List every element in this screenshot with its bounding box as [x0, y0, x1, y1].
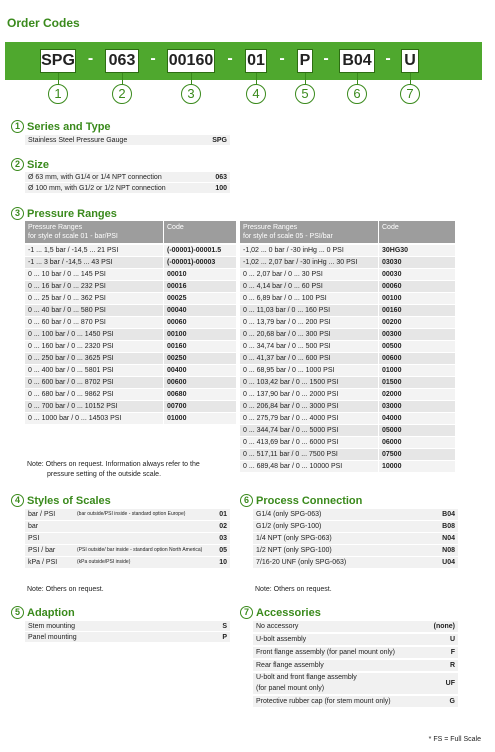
option-label: No accessory: [256, 623, 299, 630]
section-title: Process Connection: [256, 495, 363, 507]
option-code: 100: [215, 185, 227, 192]
option-row: [25, 135, 230, 146]
section-heading-s1: [11, 120, 111, 133]
option-code: 02: [219, 523, 227, 530]
option-row: [253, 521, 458, 533]
range-code: 00060: [164, 317, 236, 329]
option-row: [25, 621, 230, 632]
range-cell: 0 ... 344,74 bar / 0 ... 5000 PSI: [240, 425, 378, 437]
option-row: [253, 533, 458, 545]
section-title: Adaption: [27, 607, 75, 619]
range-cell: -1 ... 3 bar / -14,5 ... 43 PSI: [25, 257, 163, 269]
table-header-code2: [379, 221, 455, 243]
header-code: Code: [167, 224, 184, 231]
code-part-1: SPG: [40, 49, 76, 73]
range-code: 00300: [379, 329, 455, 341]
range-cell: 0 ... 13,79 bar / 0 ... 200 PSI: [240, 317, 378, 329]
code-part-6: B04: [339, 49, 375, 73]
option-label: 7/16-20 UNF (only SPG-063): [256, 559, 347, 566]
option-label: bar / PSI: [28, 511, 56, 518]
option-row: [253, 696, 458, 708]
range-code: 02000: [379, 389, 455, 401]
option-row: [25, 533, 230, 545]
option-code: P: [222, 634, 227, 641]
option-label: Protective rubber cap (for stem mount only): [256, 698, 391, 705]
range-code: 06000: [379, 437, 455, 449]
range-cell: 0 ... 2,07 bar / 0 ... 30 PSI: [240, 269, 378, 281]
range-cell: 0 ... 4,14 bar / 0 ... 60 PSI: [240, 281, 378, 293]
option-code: UF: [445, 680, 455, 687]
code-part-3: 00160: [167, 49, 215, 73]
section-title: Pressure Ranges: [27, 208, 117, 220]
range-cell: 0 ... 600 bar / 0 ... 8702 PSI: [25, 377, 163, 389]
range-cell: 0 ... 11,03 bar / 0 ... 160 PSI: [240, 305, 378, 317]
range-cell: 0 ... 137,90 bar / 0 ... 2000 PSI: [240, 389, 378, 401]
section-number: 2: [11, 158, 24, 171]
table-header-code: [164, 221, 236, 243]
header-sublabel: for style of scale 05 - PSI/bar: [243, 233, 333, 240]
range-code: 00200: [379, 317, 455, 329]
section-heading-s3: [11, 207, 117, 220]
range-code: 00010: [164, 269, 236, 281]
option-label: Ø 100 mm, with G1/2 or 1/2 NPT connection: [28, 185, 166, 192]
option-label: Panel mounting: [28, 634, 77, 641]
range-code: 01500: [379, 377, 455, 389]
range-cell: 0 ... 400 bar / 0 ... 5801 PSI: [25, 365, 163, 377]
option-code: B04: [442, 511, 455, 518]
range-cell: 0 ... 10 bar / 0 ... 145 PSI: [25, 269, 163, 281]
option-label: G1/4 (only SPG-063): [256, 511, 322, 518]
option-row: [253, 509, 458, 521]
table-header-left: [25, 221, 163, 243]
range-code: 00060: [379, 281, 455, 293]
option-code: R: [449, 662, 455, 669]
range-cell: 0 ... 20,68 bar / 0 ... 300 PSI: [240, 329, 378, 341]
option-code: U04: [442, 559, 455, 566]
range-cell: -1,02 ... 2,07 bar / -30 inHg ... 30 PSI: [240, 257, 378, 269]
section-title: Styles of Scales: [27, 495, 111, 507]
range-code: 00040: [164, 305, 236, 317]
code-marker-5: 5: [295, 84, 315, 104]
section-number: 6: [240, 494, 253, 507]
option-row: [25, 172, 230, 183]
range-code: 00025: [164, 293, 236, 305]
range-cell: 0 ... 103,42 bar / 0 ... 1500 PSI: [240, 377, 378, 389]
option-row: [253, 621, 458, 633]
option-code: G: [449, 698, 455, 705]
section-number: 3: [11, 207, 24, 220]
section-number: 4: [11, 494, 24, 507]
option-label: G1/2 (only SPG-100): [256, 523, 322, 530]
option-label: bar: [28, 523, 39, 530]
range-cell: 0 ... 100 bar / 0 ... 1450 PSI: [25, 329, 163, 341]
code-part-4: 01: [245, 49, 267, 73]
option-label: kPa / PSI: [28, 559, 58, 566]
range-code: 00016: [164, 281, 236, 293]
table-header-right: [240, 221, 378, 243]
range-cell: 0 ... 40 bar / 0 ... 580 PSI: [25, 305, 163, 317]
header-sublabel: for style of scale 01 - bar/PSI: [28, 233, 118, 240]
code-part-5: P: [297, 49, 313, 73]
section-heading-s6: [240, 494, 362, 507]
header-label: Pressure Ranges: [28, 224, 83, 231]
option-note: (bar outside/PSI inside - standard option Europe): [77, 511, 186, 517]
code-dash: -: [227, 50, 233, 67]
option-label: 1/2 NPT (only SPG-100): [256, 547, 332, 554]
section-heading-s5: [11, 606, 75, 619]
option-label: 1/4 NPT (only SPG-063): [256, 535, 332, 542]
option-code: 05: [219, 547, 227, 554]
range-cell: 0 ... 60 bar / 0 ... 870 PSI: [25, 317, 163, 329]
option-code: S: [222, 623, 227, 630]
option-code: 10: [219, 559, 227, 566]
range-code: 01000: [164, 413, 236, 425]
section-number: 1: [11, 120, 24, 133]
range-code: 00160: [164, 341, 236, 353]
option-code: F: [450, 649, 455, 656]
range-cell: -1 ... 1,5 bar / -14,5 ... 21 PSI: [25, 245, 163, 257]
range-code: 30HG30: [379, 245, 455, 257]
option-code: 063: [215, 174, 227, 181]
range-cell: 0 ... 206,84 bar / 0 ... 3000 PSI: [240, 401, 378, 413]
range-cell: 0 ... 16 bar / 0 ... 232 PSI: [25, 281, 163, 293]
section-number: 5: [11, 606, 24, 619]
range-code: (-00001)-00001.5: [164, 245, 236, 257]
option-note: (kPa outside/PSI inside): [77, 559, 131, 565]
option-code: SPG: [212, 137, 227, 144]
option-row: [253, 557, 458, 569]
code-marker-6: 6: [347, 84, 367, 104]
range-cell: 0 ... 517,11 bar / 0 ... 7500 PSI: [240, 449, 378, 461]
option-label: Ø 63 mm, with G1/4 or 1/4 NPT connection: [28, 174, 162, 181]
range-code: 00600: [164, 377, 236, 389]
range-cell: 0 ... 68,95 bar / 0 ... 1000 PSI: [240, 365, 378, 377]
range-code: 00680: [164, 389, 236, 401]
option-label: Rear flange assembly: [256, 662, 324, 669]
option-row: [25, 632, 230, 643]
option-code: N08: [442, 547, 455, 554]
option-code: 01: [219, 511, 227, 518]
range-cell: 0 ... 689,48 bar / 0 ... 10000 PSI: [240, 461, 378, 473]
range-code: 10000: [379, 461, 455, 473]
option-row: [25, 183, 230, 194]
code-part-2: 063: [105, 49, 139, 73]
range-code: 01000: [379, 365, 455, 377]
option-row: [25, 557, 230, 569]
option-label-line2: (for panel mount only): [256, 685, 325, 692]
code-dash: -: [87, 50, 94, 67]
header-label: Pressure Ranges: [243, 224, 298, 231]
code-part-7: U: [401, 49, 419, 73]
range-cell: 0 ... 250 bar / 0 ... 3625 PSI: [25, 353, 163, 365]
pressure-note: Note: Others on request. Information always refer to the: [27, 461, 200, 468]
range-code: 07500: [379, 449, 455, 461]
option-label: Stem mounting: [28, 623, 76, 630]
range-code: 00160: [379, 305, 455, 317]
option-code: (none): [433, 623, 455, 630]
option-row: [25, 509, 230, 521]
range-code: 00250: [164, 353, 236, 365]
option-row: [253, 673, 458, 695]
range-cell: 0 ... 160 bar / 0 ... 2320 PSI: [25, 341, 163, 353]
option-label: Front flange assembly (for panel mount only): [256, 649, 395, 656]
section-title: Accessories: [256, 607, 321, 619]
range-cell: 0 ... 1000 bar / 0 ... 14503 PSI: [25, 413, 163, 425]
range-code: 00600: [379, 353, 455, 365]
header-code: Code: [382, 224, 399, 231]
option-label: U-bolt and front flange assembly: [256, 674, 357, 681]
code-marker-2: 2: [112, 84, 132, 104]
range-cell: 0 ... 25 bar / 0 ... 362 PSI: [25, 293, 163, 305]
range-code: 00100: [379, 293, 455, 305]
connection-note: Note: Others on request.: [255, 586, 332, 593]
footnote: * FS = Full Scale: [428, 736, 481, 743]
pressure-note-2: pressure setting of the outside scale.: [47, 471, 162, 478]
code-dash: -: [385, 50, 391, 67]
range-code: 04000: [379, 413, 455, 425]
code-dash: -: [279, 50, 285, 67]
styles-note: Note: Others on request.: [27, 586, 104, 593]
range-code: 03000: [379, 401, 455, 413]
section-number: 7: [240, 606, 253, 619]
section-heading-s7: [240, 606, 321, 619]
option-row: [253, 647, 458, 659]
code-dash: -: [323, 50, 329, 67]
range-code: 00500: [379, 341, 455, 353]
range-cell: 0 ... 6,89 bar / 0 ... 100 PSI: [240, 293, 378, 305]
range-cell: -1,02 ... 0 bar / -30 inHg ... 0 PSI: [240, 245, 378, 257]
option-row: [253, 634, 458, 646]
range-cell: 0 ... 41,37 bar / 0 ... 600 PSI: [240, 353, 378, 365]
option-label: PSI: [28, 535, 40, 542]
range-cell: 0 ... 680 bar / 0 ... 9862 PSI: [25, 389, 163, 401]
range-code: 05000: [379, 425, 455, 437]
section-title: Series and Type: [27, 121, 111, 133]
section-title: Size: [27, 159, 50, 171]
option-label: PSI / bar: [28, 547, 56, 554]
page-title: Order Codes: [7, 16, 80, 30]
code-marker-1: 1: [48, 84, 68, 104]
code-marker-3: 3: [181, 84, 201, 104]
option-row: [253, 545, 458, 557]
option-code: B08: [442, 523, 455, 530]
code-marker-4: 4: [246, 84, 266, 104]
code-dash: -: [150, 50, 156, 67]
section-heading-s4: [11, 494, 111, 507]
option-code: 03: [219, 535, 227, 542]
range-cell: 0 ... 34,74 bar / 0 ... 500 PSI: [240, 341, 378, 353]
range-code: 00100: [164, 329, 236, 341]
code-marker-7: 7: [400, 84, 420, 104]
range-code: (-00001)-00003: [164, 257, 236, 269]
section-heading-s2: [11, 158, 49, 171]
option-note: (PSI outside/ bar inside - standard option North America): [77, 547, 203, 553]
option-row: [25, 545, 230, 557]
range-code: 00700: [164, 401, 236, 413]
option-row: [25, 521, 230, 533]
range-cell: 0 ... 700 bar / 0 ... 10152 PSI: [25, 401, 163, 413]
range-cell: 0 ... 413,69 bar / 0 ... 6000 PSI: [240, 437, 378, 449]
option-label: U-bolt assembly: [256, 636, 307, 643]
range-code: 03030: [379, 257, 455, 269]
option-label: Stainless Steel Pressure Gauge: [28, 137, 128, 144]
range-cell: 0 ... 275,79 bar / 0 ... 4000 PSI: [240, 413, 378, 425]
option-code: U: [449, 636, 455, 643]
range-code: 00030: [379, 269, 455, 281]
range-code: 00400: [164, 365, 236, 377]
option-code: N04: [442, 535, 455, 542]
option-row: [253, 660, 458, 672]
